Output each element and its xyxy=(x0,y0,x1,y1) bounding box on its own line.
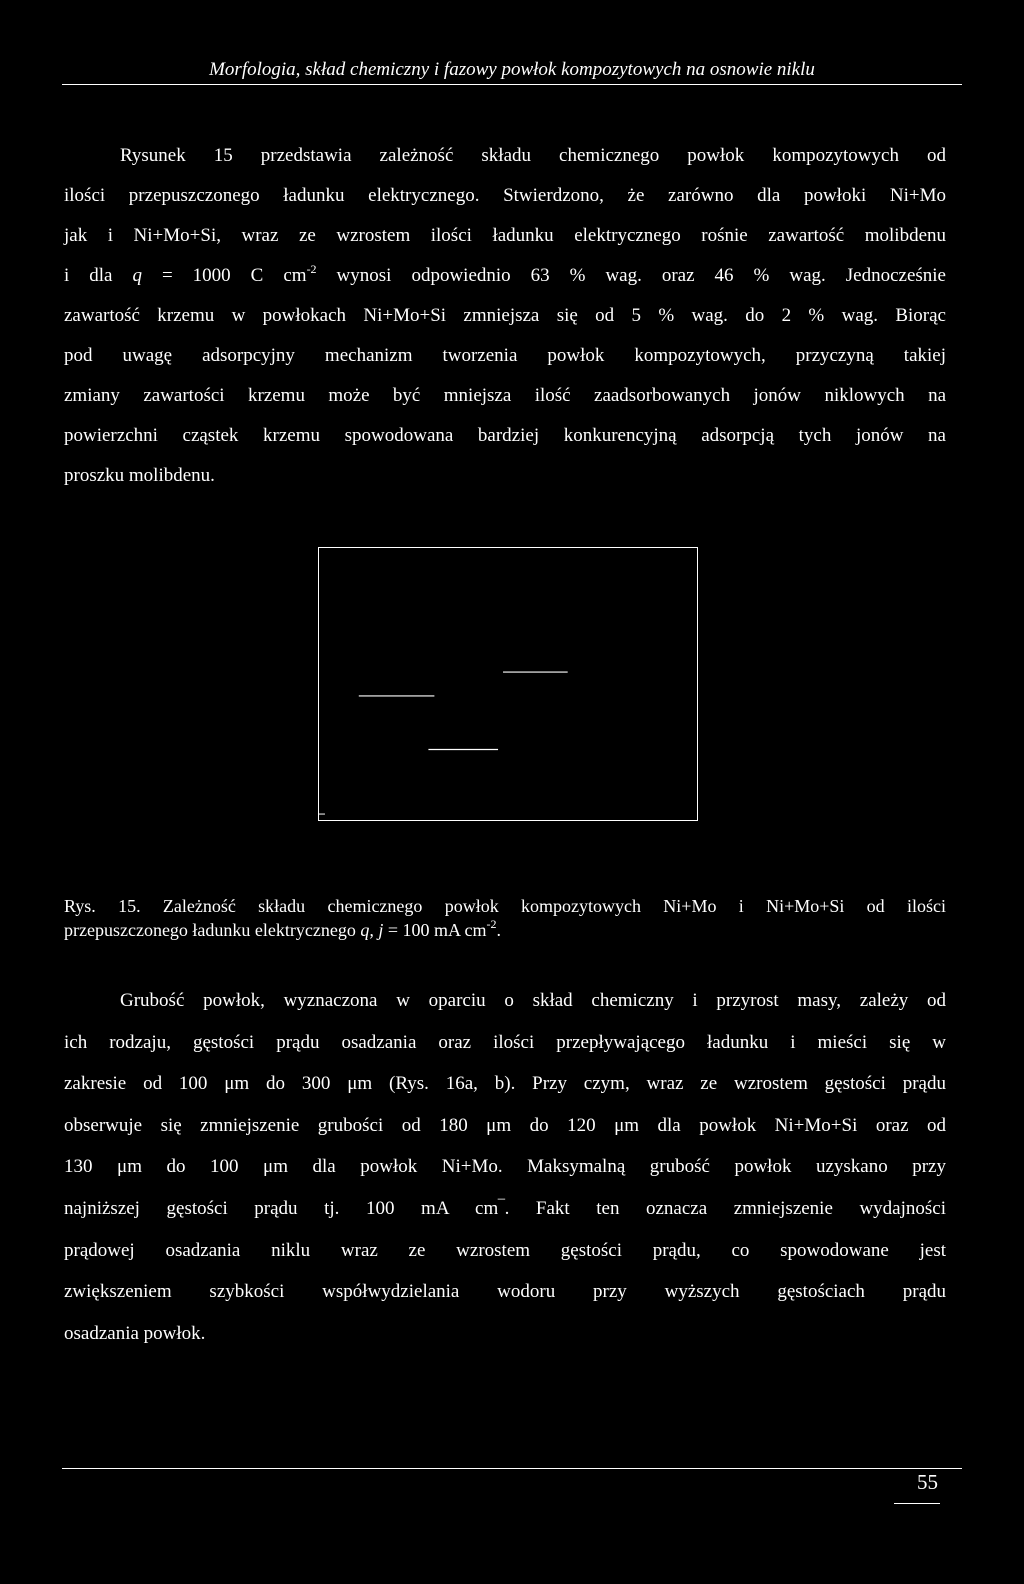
paragraph-line: ich rodzaju, gęstości prądu osadzania oraz ilości przepływającego ładunku i mieści się w xyxy=(64,1031,946,1053)
text-fragment: i dla xyxy=(64,265,133,286)
caption-line xyxy=(64,918,946,942)
text-fragment: = 100 mA cm xyxy=(383,920,487,940)
paragraph-line: zawartość krzemu w powłokach Ni+Mo+Si zmniejsza się od 5 % wag. do 2 % wag. Biorąc xyxy=(64,305,946,326)
paragraph-line: Rysunek 15 przedstawia zależność składu chemicznego powłok kompozytowych od xyxy=(120,145,946,166)
paragraph-line: ilości przepuszczonego ładunku elektrycznego. Stwierdzono, że zarówno dla powłoki Ni+Mo xyxy=(64,185,946,206)
paragraph-line: pod uwagę adsorpcyjny mechanizm tworzenia powłok kompozytowych, przyczyną takiej xyxy=(64,345,946,366)
paragraph-line-charge xyxy=(64,256,946,296)
page-number: 55 xyxy=(917,1470,938,1494)
paragraph-line: 130 μm do 100 μm dla powłok Ni+Mo. Maksymalną grubość powłok uzyskano przy xyxy=(64,1156,946,1178)
running-header: Morfologia, skład chemiczny i fazowy powłok kompozytowych na osnowie niklu xyxy=(209,59,815,80)
footer-rule xyxy=(62,1468,962,1469)
header-rule xyxy=(62,84,962,85)
paragraph-line: prądowej osadzania niklu wraz ze wzrostem gęstości prądu, co spowodowane jest xyxy=(64,1239,946,1261)
paragraph-line: zwiększeniem szybkości współwydzielania wodoru przy wyższych gęstościach prądu xyxy=(64,1281,946,1303)
figure-15-graphic xyxy=(319,548,697,820)
superscript: -2 xyxy=(486,917,497,931)
paragraph-intro xyxy=(64,136,946,496)
paragraph-thickness xyxy=(64,980,946,1354)
paragraph-line: proszku molibdenu. xyxy=(64,465,215,486)
paragraph-line: jak i Ni+Mo+Si, wraz ze wzrostem ilości ładunku elektrycznego rośnie zawartość molibdenu xyxy=(64,225,946,246)
text-fragment: wynosi odpowiednio 63 % wag. oraz 46 % wag. Jednocześnie xyxy=(316,265,946,286)
caption-line: Rys. 15. Zależność składu chemicznego powłok kompozytowych Ni+Mo i Ni+Mo+Si od ilości xyxy=(64,896,946,916)
text-fragment: = 1000 C cm xyxy=(141,265,307,286)
text-fragment: . xyxy=(496,920,502,940)
paragraph-line: obserwuje się zmniejszenie grubości od 180 μm do 120 μm dla powłok Ni+Mo+Si oraz od xyxy=(64,1114,946,1136)
paragraph-line: zmiany zawartości krzemu może być mniejsza ilość zaadsorbowanych jonów niklowych na xyxy=(64,385,946,406)
variable-q-j: q, j xyxy=(360,920,384,940)
paragraph-line: Grubość powłok, wyznaczona w oparciu o skład chemiczny i przyrost masy, zależy od xyxy=(120,990,946,1011)
paragraph-line: osadzania powłok. xyxy=(64,1322,206,1344)
text-fragment: przepuszczonego ładunku elektrycznego xyxy=(64,920,361,940)
page-number-rule xyxy=(894,1503,940,1504)
superscript: -2 xyxy=(306,262,317,276)
paragraph-line: najniższej gęstości prądu tj. 100 mA cm‾. Fakt ten oznacza zmniejszenie wydajności xyxy=(64,1197,946,1219)
paragraph-line: powierzchni cząstek krzemu spowodowana bardziej konkurencyjną adsorpcją tych jonów na xyxy=(64,425,946,446)
variable-q: q xyxy=(132,265,142,286)
figure-caption xyxy=(64,894,946,942)
figure-15-frame xyxy=(318,547,698,821)
paragraph-line: zakresie od 100 μm do 300 μm (Rys. 16a, b). Przy czym, wraz ze wzrostem gęstości prądu xyxy=(64,1073,946,1095)
